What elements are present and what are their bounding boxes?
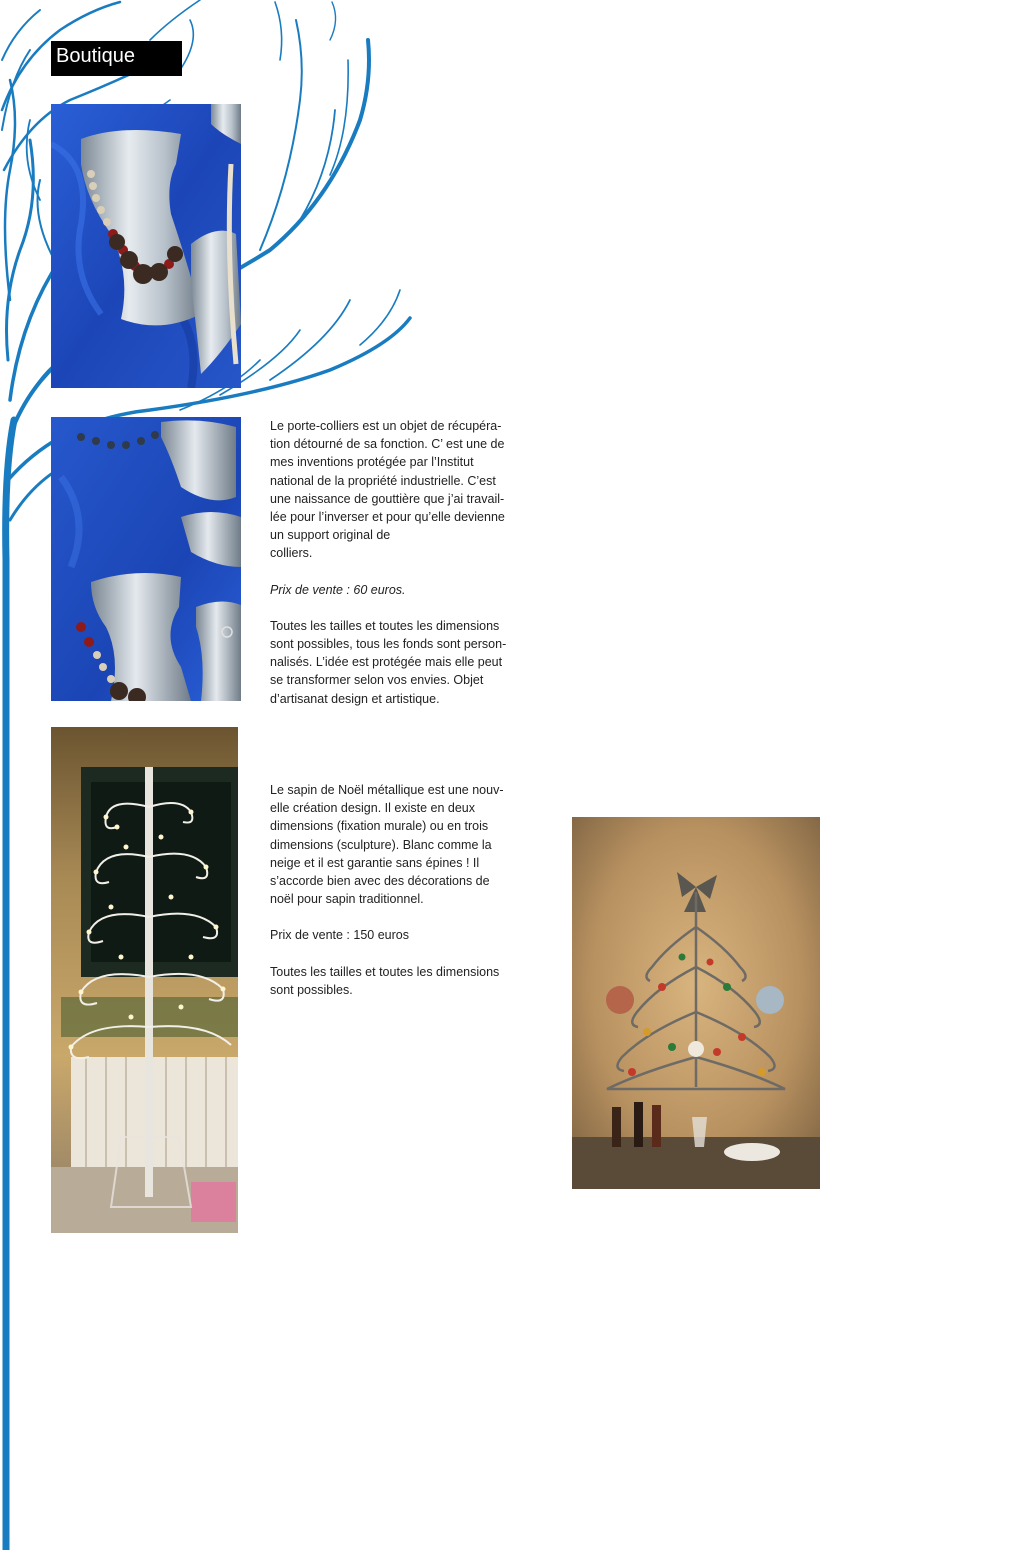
description-line: national de la propriété industrielle. C’est bbox=[270, 473, 496, 488]
details-line: sont possibles, tous les fonds sont person- bbox=[270, 637, 507, 652]
details-line: nalisés. L’idée est protégée mais elle peut bbox=[270, 655, 503, 670]
description-line: une naissance de gouttière que j’ai travail- bbox=[270, 491, 505, 506]
details-line: Toutes les tailles et toutes les dimensions bbox=[270, 618, 500, 633]
description-line: dimensions (sculpture). Blanc comme la bbox=[270, 837, 492, 852]
photo-necklace-holder-1 bbox=[51, 104, 241, 388]
photo-metal-christmas-tree-lit bbox=[51, 727, 238, 1233]
description-line: lée pour l’inverser et pour qu’elle devienne bbox=[270, 510, 505, 525]
description-line: dimensions (fixation murale) ou en trois bbox=[270, 819, 489, 834]
description-line: un support original de bbox=[270, 528, 391, 543]
description-line: noël pour sapin traditionnel. bbox=[270, 892, 424, 907]
description-line: Le sapin de Noël métallique est une nouv- bbox=[270, 783, 504, 797]
price-text: Prix de vente : 150 euros bbox=[270, 928, 409, 943]
description-line: tion détourné de sa fonction. C’ est une de bbox=[270, 437, 505, 452]
product-sapin-noel-text bbox=[270, 781, 535, 999]
photo-metal-christmas-tree-wall bbox=[572, 817, 820, 1189]
description-line: mes inventions protégée par l’Institut bbox=[270, 455, 474, 470]
price-text: Prix de vente : 60 euros. bbox=[270, 582, 406, 597]
description-line: neige et il est garantie sans épines ! Il bbox=[270, 855, 480, 870]
details-line: d’artisanat design et artistique. bbox=[270, 691, 440, 706]
photo-necklace-holder-2 bbox=[51, 417, 241, 701]
page-title: Boutique bbox=[51, 41, 182, 76]
description-line: s’accorde bien avec des décorations de bbox=[270, 874, 490, 889]
details-line: sont possibles. bbox=[270, 982, 353, 997]
details-line: Toutes les tailles et toutes les dimensions bbox=[270, 964, 500, 979]
description-line: colliers. bbox=[270, 546, 313, 561]
details-line: se transformer selon vos envies. Objet bbox=[270, 673, 484, 688]
product-porte-colliers-text bbox=[270, 417, 535, 708]
description-line: elle création design. Il existe en deux bbox=[270, 801, 475, 816]
description-line: Le porte-colliers est un objet de récupéra- bbox=[270, 419, 502, 433]
